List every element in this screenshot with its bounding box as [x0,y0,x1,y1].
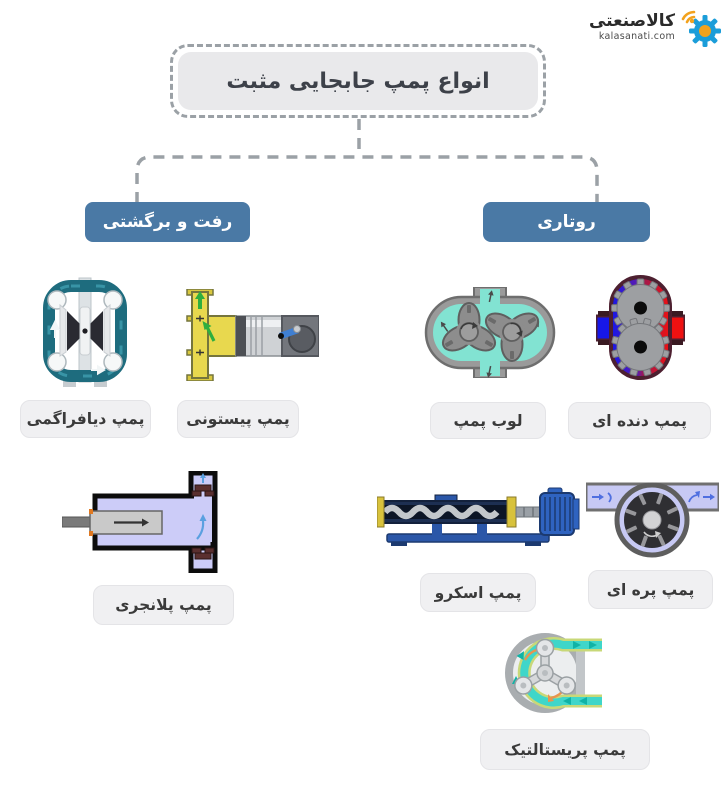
plunger-pump-illustration [62,471,234,573]
diaphragm-pump-illustration [33,272,137,390]
brand-logo [589,7,722,47]
peristaltic-pump-illustration [503,632,602,715]
pump-label-piston: پمپ پیستونی [177,400,299,438]
connector-lines [130,115,600,207]
screw-pump-illustration [377,487,580,549]
pump-label-diaphragm: پمپ دیافراگمی [20,400,151,438]
gear-signal-icon [680,7,722,47]
title-box [170,44,546,118]
brand-name: کالاصنعتی [588,10,675,31]
pump-label-vane: پمپ پره ای [588,570,713,609]
vane-pump-illustration [586,475,719,558]
pump-label-plunger: پمپ پلانجری [93,585,234,625]
pump-label-peristaltic: پمپ پریستالتیک [480,729,650,770]
pump-label-lobe: لوب پمپ [430,402,546,439]
pump-label-screw: پمپ اسکرو [420,573,536,612]
lobe-pump-illustration [422,287,558,378]
gear-pump-illustration [596,274,685,382]
piston-pump-illustration [175,289,319,381]
branch-rotary: روتاری [483,202,650,242]
page-title: انواع پمپ جابجایی مثبت [178,52,538,110]
pump-label-gear: پمپ دنده ای [568,402,711,439]
branch-reciprocating: رفت و برگشتی [85,202,250,242]
brand-site: kalasanati.com [598,30,675,42]
